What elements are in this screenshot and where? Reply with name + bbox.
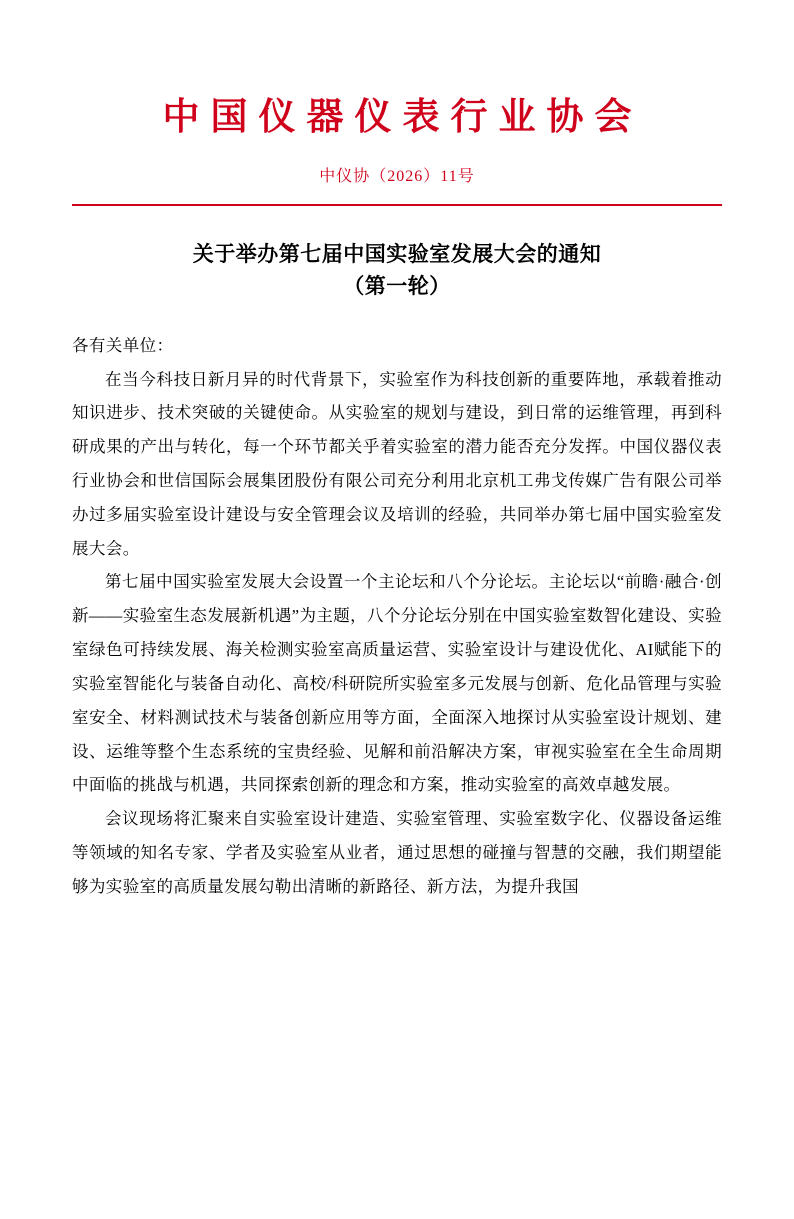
document-number: 中仪协（2026）11号 <box>319 167 475 185</box>
document-subtitle: （第一轮） <box>343 274 451 299</box>
body-paragraph-1: 在当今科技日新月异的时代背景下，实验室作为科技创新的重要阵地，承载着推动知识进步、技术突破的关键使命。从实验室的规划与建设，到日常的运维管理，再到科研成果的产出与转化，每一个环节都关乎着实验室的潜力能否充分发挥。中国仪器仪表行业协会和世信国际会展集团股份有限公司充分利用北京机工弗戈传媒广告有限公司举办过多届实验室设计建设与安全管理会议及培训的经验，共同举办第七届中国实验室发展大会。 <box>72 369 722 558</box>
red-divider-rule <box>72 204 722 206</box>
body-paragraph-2: 第七届中国实验室发展大会设置一个主论坛和八个分论坛。主论坛以“前瞻·融合·创新——实验室生态发展新机遇”为主题，八个分论坛分别在中国实验室数智化建设、实验室绿色可持续发展、海关检测实验室高质量运营、实验室设计与建设优化、AI赋能下的实验室智能化与装备自动化、高校/科研院所实验室多元发展与创新、危化品管理与实验室安全、材料测试技术与装备创新应用等方面，全面深入地探讨从实验室设计规划、建设、运维等整个生态系统的宝贵经验、见解和前沿解决方案，审视实验室在全生命周期中面临的挑战与机遇，共同探索创新的理念和方案，推动实验室的高效卓越发展。 <box>72 572 722 795</box>
document-page <box>0 96 794 1219</box>
document-title: 关于举办第七届中国实验室发展大会的通知 <box>192 241 602 266</box>
salutation: 各有关单位： <box>72 335 174 355</box>
organization-title: 中国仪器仪表行业协会 <box>162 94 643 138</box>
body-paragraph-3: 会议现场将汇聚来自实验室设计建造、实验室管理、实验室数字化、仪器设备运维等领域的知名专家、学者及实验室从业者，通过思想的碰撞与智慧的交融，我们期望能够为实验室的高质量发展勾勒出清晰的新路径、新方法，为提升我国 <box>72 809 722 896</box>
